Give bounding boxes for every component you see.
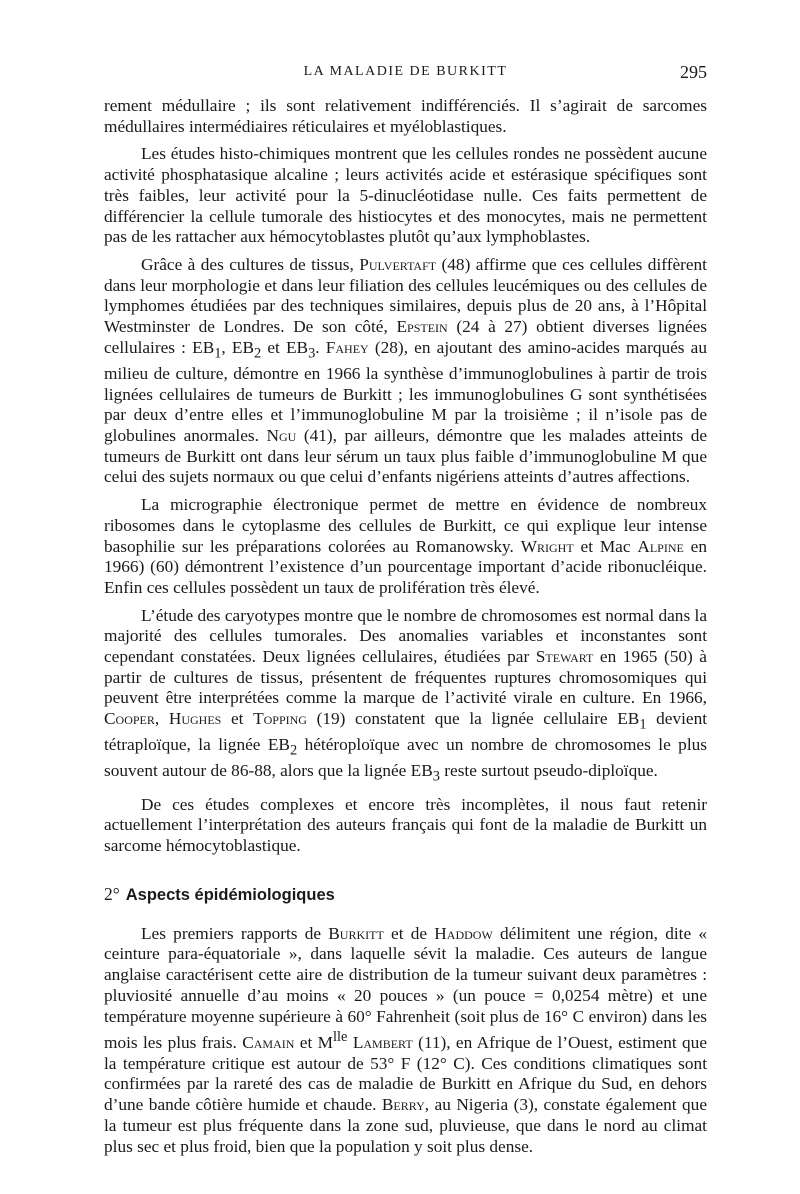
body-text xyxy=(104,96,707,1164)
paragraph: Les premiers rapports de Burkitt et de Haddow délimitent une région, dite « ceinture para-équatoriale », dans laquelle sévit la maladie. Ces auteurs de langue anglaise caractérisent cette aire de distribution de la tumeur suivant deux paramètres : pluviosité annuelle d’au moins « 20 pouces » (un pouce = 0,0254 mètre) et une température moyenne supérieure à 60° Fahrenheit (soit plus de 16° C environ) dans les mois les plus frais. Camain et $M^{lle}$ Lambert (11), en Afrique de l’Ouest, estiment que la température critique est autour de 53° F (12° C). Ces conditions climatiques sont confirmées par la rareté des cas de maladie de Burkitt en Afrique du Sud, en dehors d’une bande côtière humide et chaude. Berry, au Nigeria (3), constate également que la tumeur est plus fréquente dans la zone sud, pluvieuse, que dans le nord au climat plus sec et plus froid, bien que la population y soit plus dense. xyxy=(104,923,707,1156)
page-number: 295 xyxy=(680,62,707,82)
section-title: Aspects épidémiologiques xyxy=(125,885,335,904)
author-name: Fahey xyxy=(325,337,369,357)
author-name: Camain xyxy=(242,1033,295,1052)
paragraph: Grâce à des cultures de tissus, Pulvertaft (48) affirme que ces cellules diffèrent dans leur morphologie et dans leur filiation des cellules leucémiques ou des cellules de lymphomes étudiées par des techniques similaires, depuis plus de 20 ans, à l’Hôpital Westminster de Londres. De son côté, Epstein (24 à 27) obtient diverses lignées cellulaires : $EB_1$, $EB_2$ et $EB_3$. Fahey (28), en ajoutant des amino-acides marqués au milieu de culture, démontre en 1966 la synthèse d’immunoglobulines à partir de trois lignées cellulaires de tumeurs de Burkitt ; les immunoglobulines G sont synthétisées par deux d’entre elles et l’immunoglobuline M par la troisième ; il n’isole pas de globulines anormales. Ngu (41), par ailleurs, démontre que les malades atteints de tumeurs de Burkitt ont dans leur sérum un taux plus faible d’immunoglobuline M que celui des sujets normaux ou que celui d’enfants nigériens atteints d’autres affections. xyxy=(104,254,708,487)
paragraph: De ces études complexes et encore très incomplètes, il nous faut retenir actuellement l’interprétation des auteurs français qui font de la maladie de Burkitt un sarcome hémocytoblastique. xyxy=(104,794,707,856)
paragraph: L’étude des caryotypes montre que le nombre de chromosomes est normal dans la majorité des cellules tumorales. Des anomalies variables et inconstantes sont cependant constatées. Deux lignées cellulaires, étudiées par Stewart en 1965 (50) à partir de cultures de tissus, présentent de fréquentes ruptures chromosomiques qui peuvent être interprétées comme la marque de l’activité virale en culture. En 1966, Cooper, Hughes et Topping (19) constatent que la lignée cellulaire $EB_1$ devient tétraploïque, la lignée $EB_2$ hétéroploïque avec un nombre de chromosomes le plus souvent autour de 86-88, alors que la lignée $EB_3$ reste surtout pseudo-diploïque. xyxy=(104,605,708,785)
author-name: Epstein xyxy=(396,317,448,337)
author-name: Berry xyxy=(381,1095,425,1115)
running-title: LA MALADIE DE BURKITT xyxy=(303,64,508,79)
author-name: Haddow xyxy=(434,923,493,943)
paragraph: Les études histo-chimiques montrent que les cellules rondes ne possèdent aucune activité phosphatasique alcaline ; leurs activités acide et estérasique spécifiques sont très faibles, leur activité pour la 5-dinucléotidase nulle. Ces faits permettent de différencier la cellule tumorale des histiocytes et des monocytes, mais ne permettent pas de les rattacher aux hémocytoblastes plutôt qu’aux lymphoblastes. xyxy=(104,144,707,247)
author-name: Lambert xyxy=(352,1033,413,1052)
author-name: Ngu xyxy=(266,426,297,445)
section-heading xyxy=(104,883,707,906)
section-number: 2° xyxy=(104,883,120,904)
author-name: Hughes xyxy=(168,709,222,729)
author-name: Wright xyxy=(520,536,574,556)
author-name: Pulvertaft xyxy=(359,254,437,274)
author-name: Topping xyxy=(253,709,307,729)
author-name: Stewart xyxy=(535,647,594,667)
paragraph: rement médullaire ; ils sont relativement indifférenciés. Il s’agirait de sarcomes médullaires intermédiaires réticulaires et myéloblastiques. xyxy=(104,96,707,136)
author-name: Alpine xyxy=(637,536,684,556)
running-header xyxy=(104,62,707,86)
author-name: Cooper xyxy=(104,709,155,729)
author-name: Burkitt xyxy=(328,923,384,943)
paragraph: La micrographie électronique permet de mettre en évidence de nombreux ribosomes dans le cytoplasme des cellules de Burkitt, ce qui explique leur intense basophilie sur les préparations colorées au Romanowsky. Wright et Mac Alpine en 1966) (60) démontrent l’existence d’un pourcentage important d’acide ribonucléique. Enfin ces cellules possèdent un taux de prolifération très élevé. xyxy=(104,495,707,597)
